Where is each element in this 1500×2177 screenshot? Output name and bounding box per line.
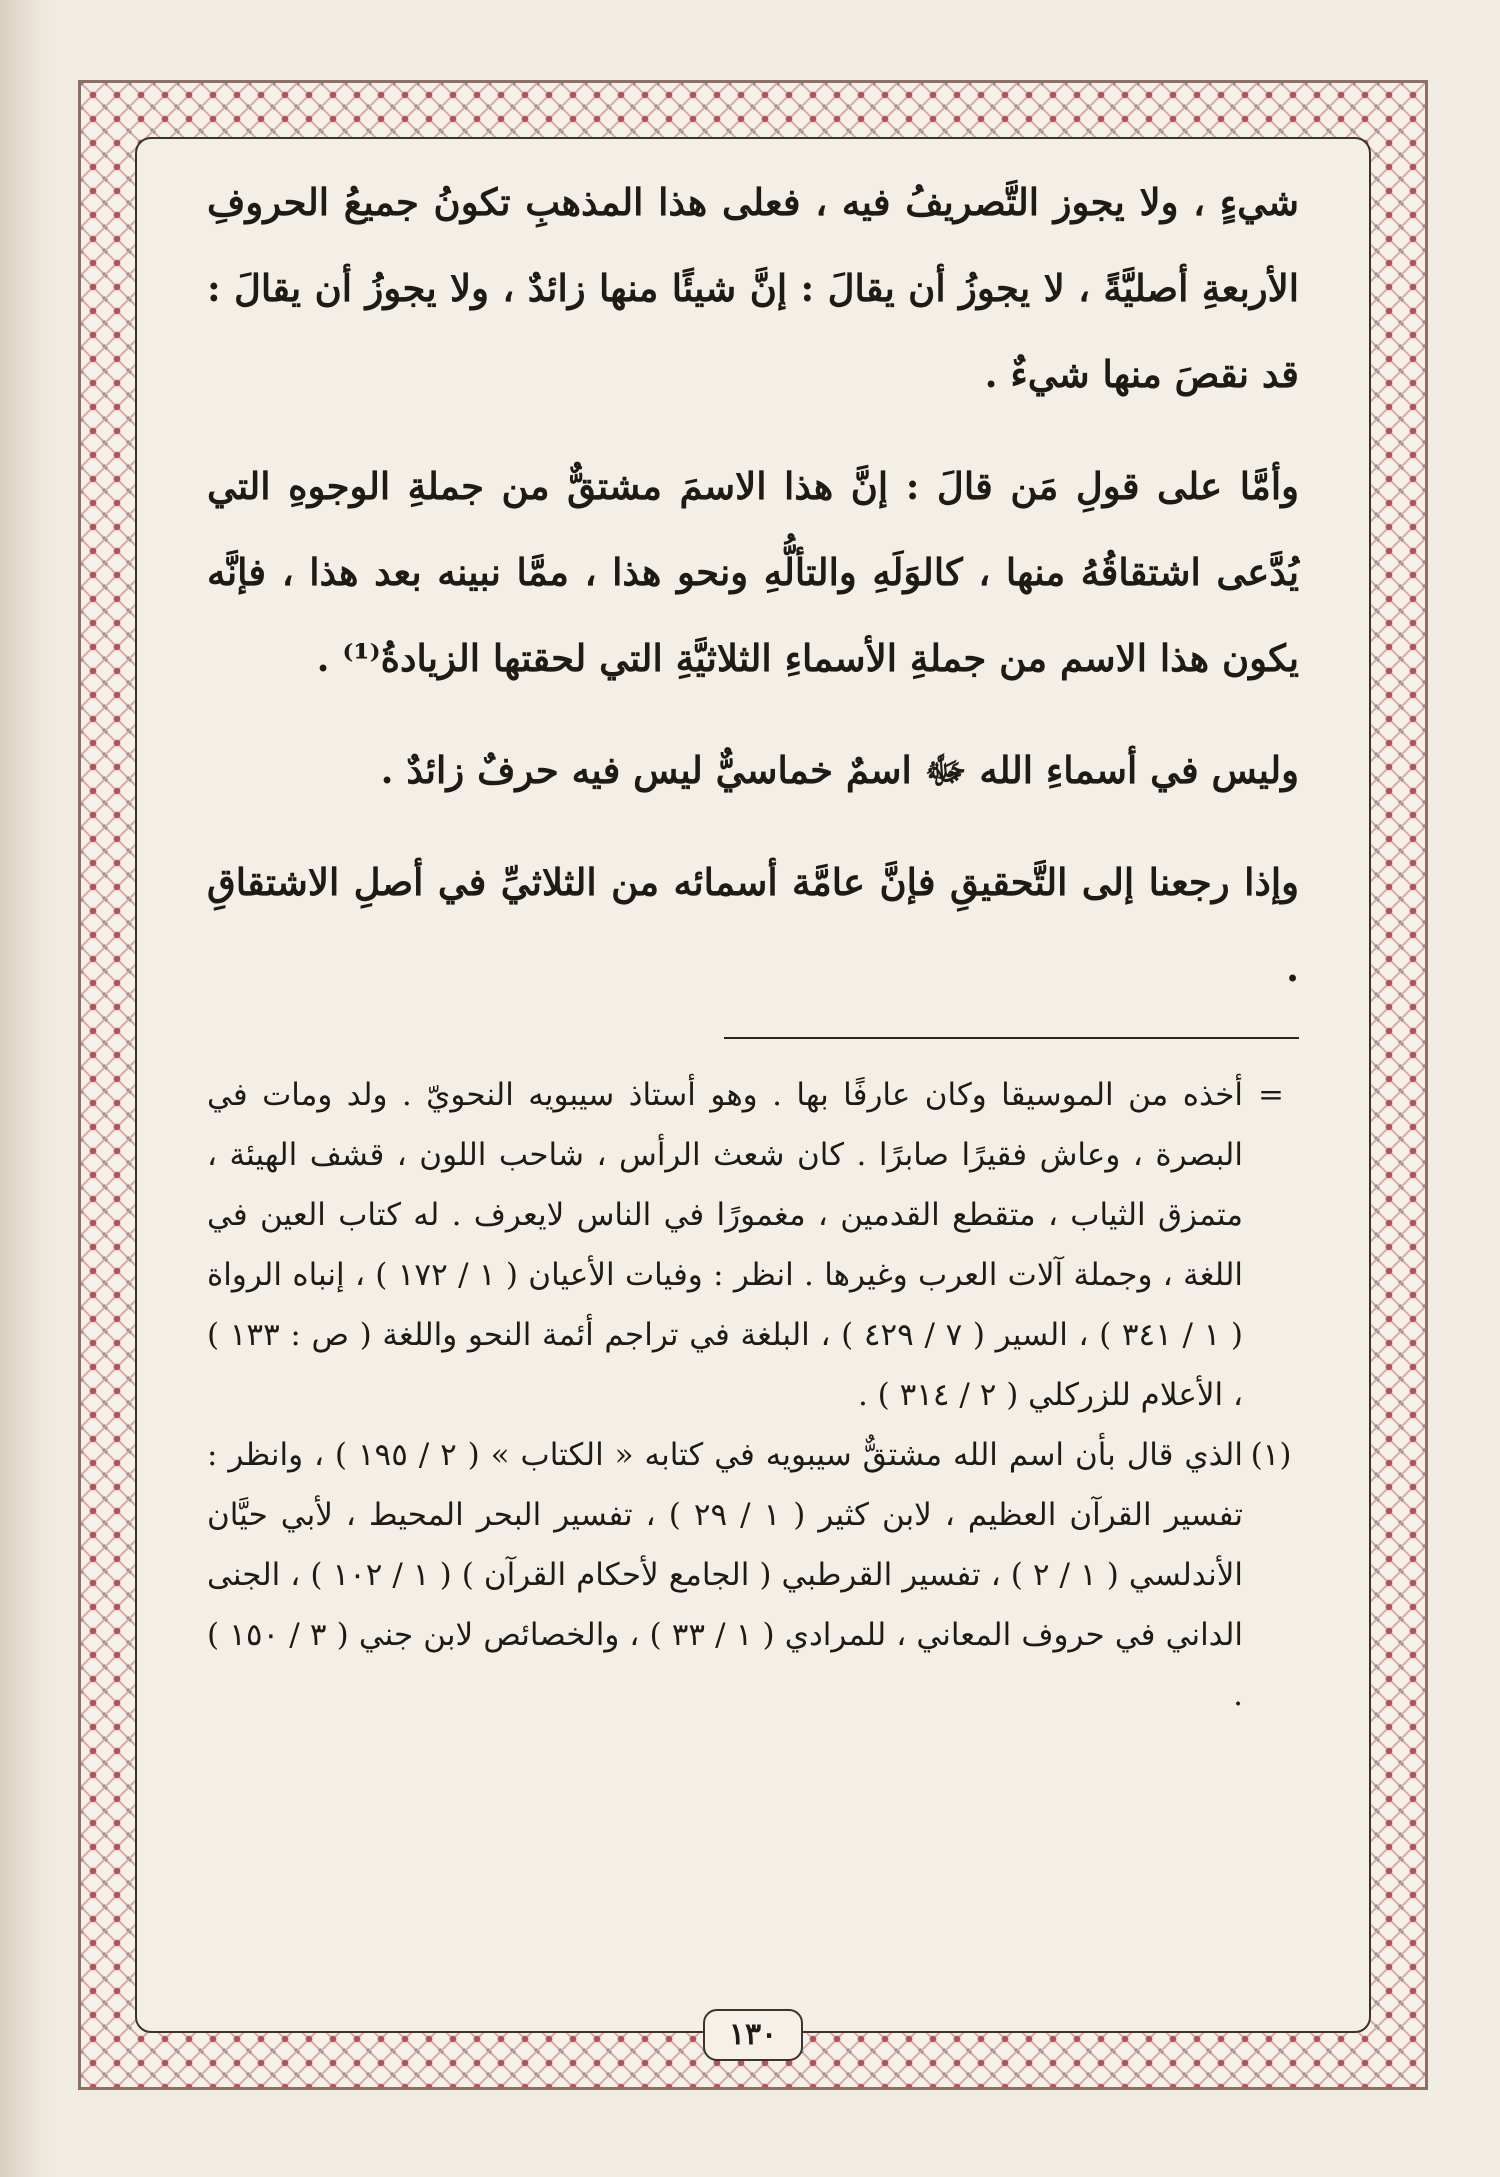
main-text <box>207 159 1299 1011</box>
footnote-divider <box>724 1037 1299 1039</box>
footnote-continued <box>207 1065 1299 1425</box>
footnote-mark: (١) <box>1250 1437 1292 1473</box>
footnote-1 <box>207 1425 1299 1725</box>
footnote-text: الذي قال بأن اسم الله مشتقٌّ سيبويه في كتابه « الكتاب » ( ٢ / ١٩٥ ) ، وانظر : تفسير القرآن العظيم ، لابن كثير ( ١ / ٢٩ ) ، تفسير البحر المحيط ، لأبي حيَّان الأندلسي ( ١ / ٢ ) ، تفسير القرطبي ( الجامع لأحكام القرآن ) ( ١ / ١٠٢ ) ، الجنى الداني في حروف المعاني ، للمرادي ( ١ / ٣٣ ) ، والخصائص لابن جني ( ٣ / ١٥٠ ) . <box>207 1437 1244 1713</box>
paragraph-4: وإذا رجعنا إلى التَّحقيقِ فإنَّ عامَّة أسمائه من الثلاثيِّ في أصلِ الاشتقاقِ . <box>207 860 1299 990</box>
ornamental-border <box>78 80 1428 2090</box>
footnote-text: أخذه من الموسيقا وكان عارفًا بها . وهو أستاذ سيبويه النحويّ . ولد ومات في البصرة ، وعاش فقيرًا صابرًا . كان شعث الرأس ، شاحب اللون ، قشف الهيئة ، متمزق الثياب ، متقطع القدمين ، مغمورًا في الناس لايعرف . له كتاب العين في اللغة ، وجملة آلات العرب وغيرها . انظر : وفيات الأعيان ( ١ / ١٧٢ ) ، إنباه الرواة ( ١ / ٣٤١ ) ، السير ( ٧ / ٤٢٩ ) ، البلغة في تراجم أئمة النحو واللغة ( ص : ١٣٣ ) ، الأعلام للزركلي ( ٢ / ٣١٤ ) . <box>207 1077 1244 1413</box>
text-panel <box>135 137 1371 2052</box>
paragraph-3: وليس في أسماءِ الله ﷻ اسمٌ خماسيٌّ ليس فيه حرفٌ زائدٌ . <box>380 748 1299 792</box>
page-content <box>207 159 1299 1725</box>
page-number: ١٣٠ <box>703 2009 803 2061</box>
page-gutter-shadow <box>0 0 70 2177</box>
footnote-mark: = <box>1258 1077 1284 1113</box>
paragraph-1: شيءٍ ، ولا يجوز التَّصريفُ فيه ، فعلى هذا المذهبِ تكونُ جميعُ الحروفِ الأربعةِ أصليَّةً ، لا يجوزُ أن يقالَ : إنَّ شيئًا منها زائدٌ ، ولا يجوزُ أن يقالَ : قد نقصَ منها شيءٌ . <box>207 180 1299 396</box>
paragraph-2: وأمَّا على قولِ مَن قالَ : إنَّ هذا الاسمَ مشتقٌّ من جملةِ الوجوهِ التي يُدَّعى اشتقاقُهُ منها ، كالوَلَهِ والتألُّهِ ونحو هذا ، ممَّا نبينه بعد هذا ، فإنَّه يكون هذا الاسم من جملةِ الأسماءِ الثلاثيَّةِ التي لحقتها الزيادةُ⁽¹⁾ . <box>207 464 1299 680</box>
